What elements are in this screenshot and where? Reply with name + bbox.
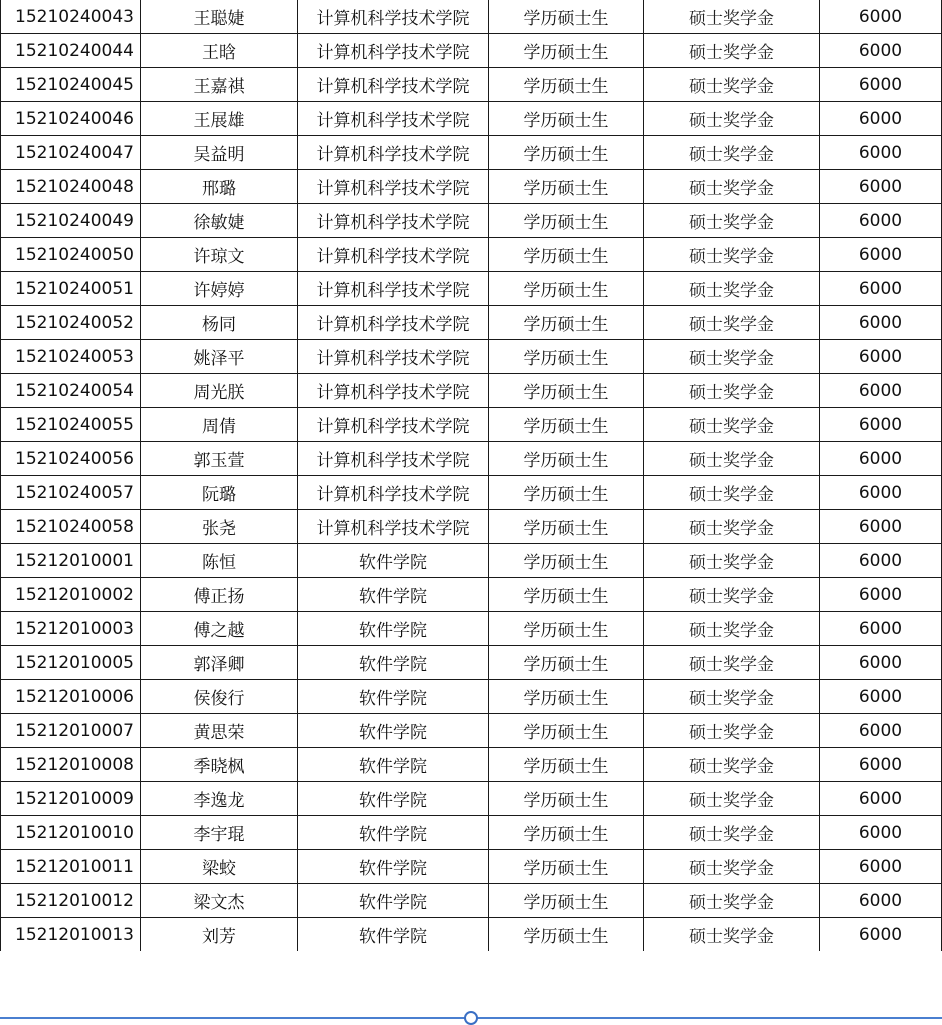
student-name-cell[interactable]: 杨同 <box>141 306 298 340</box>
college-cell[interactable]: 软件学院 <box>298 748 489 782</box>
amount-cell[interactable]: 6000 <box>820 68 942 102</box>
scholarship-type-cell[interactable]: 硕士奖学金 <box>644 204 820 238</box>
scholarship-type-cell[interactable]: 硕士奖学金 <box>644 306 820 340</box>
student-id-cell[interactable]: 15212010005 <box>1 646 141 680</box>
degree-type-cell[interactable]: 学历硕士生 <box>489 714 644 748</box>
student-id-cell[interactable]: 15212010002 <box>1 578 141 612</box>
scholarship-type-cell[interactable]: 硕士奖学金 <box>644 476 820 510</box>
college-cell[interactable]: 计算机科学技术学院 <box>298 34 489 68</box>
student-name-cell[interactable]: 许琼文 <box>141 238 298 272</box>
amount-cell[interactable]: 6000 <box>820 374 942 408</box>
amount-cell[interactable]: 6000 <box>820 238 942 272</box>
degree-type-cell[interactable]: 学历硕士生 <box>489 170 644 204</box>
amount-cell[interactable]: 6000 <box>820 612 942 646</box>
table-row <box>1 646 942 680</box>
scholarship-type-cell[interactable]: 硕士奖学金 <box>644 170 820 204</box>
student-id-cell[interactable]: 15212010006 <box>1 680 141 714</box>
table-row <box>1 816 942 850</box>
student-id-cell[interactable]: 15210240049 <box>1 204 141 238</box>
degree-type-cell[interactable]: 学历硕士生 <box>489 782 644 816</box>
student-name-cell[interactable]: 王展雄 <box>141 102 298 136</box>
degree-type-cell[interactable]: 学历硕士生 <box>489 340 644 374</box>
table-row <box>1 136 942 170</box>
amount-cell[interactable]: 6000 <box>820 714 942 748</box>
degree-type-cell[interactable]: 学历硕士生 <box>489 102 644 136</box>
degree-type-cell[interactable]: 学历硕士生 <box>489 884 644 918</box>
degree-type-cell[interactable]: 学历硕士生 <box>489 408 644 442</box>
college-cell[interactable]: 软件学院 <box>298 544 489 578</box>
student-id-cell[interactable]: 15210240044 <box>1 34 141 68</box>
student-id-cell[interactable]: 15210240055 <box>1 408 141 442</box>
degree-type-cell[interactable]: 学历硕士生 <box>489 850 644 884</box>
student-id-cell[interactable]: 15210240057 <box>1 476 141 510</box>
college-cell[interactable]: 计算机科学技术学院 <box>298 136 489 170</box>
college-cell[interactable]: 计算机科学技术学院 <box>298 0 489 34</box>
amount-cell[interactable]: 6000 <box>820 306 942 340</box>
college-cell[interactable]: 计算机科学技术学院 <box>298 510 489 544</box>
scholarship-type-cell[interactable]: 硕士奖学金 <box>644 272 820 306</box>
table-row <box>1 476 942 510</box>
college-cell[interactable]: 计算机科学技术学院 <box>298 68 489 102</box>
table-row <box>1 68 942 102</box>
scholarship-type-cell[interactable]: 硕士奖学金 <box>644 374 820 408</box>
student-name-cell[interactable]: 许婷婷 <box>141 272 298 306</box>
amount-cell[interactable]: 6000 <box>820 272 942 306</box>
amount-cell[interactable]: 6000 <box>820 850 942 884</box>
college-cell[interactable]: 软件学院 <box>298 646 489 680</box>
student-name-cell[interactable]: 傅正扬 <box>141 578 298 612</box>
college-cell[interactable]: 软件学院 <box>298 884 489 918</box>
table-row <box>1 918 942 952</box>
student-name-cell[interactable]: 李宇琨 <box>141 816 298 850</box>
scholarship-type-cell[interactable]: 硕士奖学金 <box>644 102 820 136</box>
table-row <box>1 272 942 306</box>
scholarship-type-cell[interactable]: 硕士奖学金 <box>644 578 820 612</box>
college-cell[interactable]: 软件学院 <box>298 714 489 748</box>
table-row <box>1 170 942 204</box>
college-cell[interactable]: 软件学院 <box>298 578 489 612</box>
degree-type-cell[interactable]: 学历硕士生 <box>489 612 644 646</box>
student-id-cell[interactable]: 15210240046 <box>1 102 141 136</box>
table-row <box>1 578 942 612</box>
student-name-cell[interactable]: 傅之越 <box>141 612 298 646</box>
amount-cell[interactable]: 6000 <box>820 408 942 442</box>
scholarship-type-cell[interactable]: 硕士奖学金 <box>644 34 820 68</box>
scholarship-type-cell[interactable]: 硕士奖学金 <box>644 816 820 850</box>
student-id-cell[interactable]: 15210240058 <box>1 510 141 544</box>
student-name-cell[interactable]: 周光朕 <box>141 374 298 408</box>
student-id-cell[interactable]: 15210240054 <box>1 374 141 408</box>
degree-type-cell[interactable]: 学历硕士生 <box>489 646 644 680</box>
scholarship-type-cell[interactable]: 硕士奖学金 <box>644 442 820 476</box>
college-cell[interactable]: 计算机科学技术学院 <box>298 340 489 374</box>
table-row <box>1 612 942 646</box>
table-row <box>1 408 942 442</box>
degree-type-cell[interactable]: 学历硕士生 <box>489 578 644 612</box>
student-name-cell[interactable]: 阮璐 <box>141 476 298 510</box>
college-cell[interactable]: 计算机科学技术学院 <box>298 102 489 136</box>
amount-cell[interactable]: 6000 <box>820 816 942 850</box>
student-id-cell[interactable]: 15210240056 <box>1 442 141 476</box>
table-row <box>1 0 942 34</box>
table-row <box>1 714 942 748</box>
college-cell[interactable]: 计算机科学技术学院 <box>298 374 489 408</box>
student-name-cell[interactable]: 张尧 <box>141 510 298 544</box>
amount-cell[interactable]: 6000 <box>820 748 942 782</box>
table-row <box>1 544 942 578</box>
scholarship-type-cell[interactable]: 硕士奖学金 <box>644 612 820 646</box>
amount-cell[interactable]: 6000 <box>820 34 942 68</box>
degree-type-cell[interactable]: 学历硕士生 <box>489 34 644 68</box>
student-name-cell[interactable]: 黄思荣 <box>141 714 298 748</box>
amount-cell[interactable]: 6000 <box>820 340 942 374</box>
student-id-cell[interactable]: 15210240052 <box>1 306 141 340</box>
student-id-cell[interactable]: 15210240045 <box>1 68 141 102</box>
student-name-cell[interactable]: 王晗 <box>141 34 298 68</box>
degree-type-cell[interactable]: 学历硕士生 <box>489 374 644 408</box>
degree-type-cell[interactable]: 学历硕士生 <box>489 238 644 272</box>
resize-handle[interactable] <box>464 1011 478 1025</box>
college-cell[interactable]: 软件学院 <box>298 850 489 884</box>
degree-type-cell[interactable]: 学历硕士生 <box>489 68 644 102</box>
degree-type-cell[interactable]: 学历硕士生 <box>489 510 644 544</box>
college-cell[interactable]: 软件学院 <box>298 680 489 714</box>
table-row <box>1 102 942 136</box>
degree-type-cell[interactable]: 学历硕士生 <box>489 816 644 850</box>
scholarship-type-cell[interactable]: 硕士奖学金 <box>644 136 820 170</box>
student-name-cell[interactable]: 季晓枫 <box>141 748 298 782</box>
scholarship-type-cell[interactable]: 硕士奖学金 <box>644 884 820 918</box>
table-row <box>1 306 942 340</box>
student-id-cell[interactable]: 15210240043 <box>1 0 141 34</box>
amount-cell[interactable]: 6000 <box>820 442 942 476</box>
amount-cell[interactable]: 6000 <box>820 0 942 34</box>
student-id-cell[interactable]: 15212010007 <box>1 714 141 748</box>
college-cell[interactable]: 计算机科学技术学院 <box>298 272 489 306</box>
scholarship-type-cell[interactable]: 硕士奖学金 <box>644 714 820 748</box>
amount-cell[interactable]: 6000 <box>820 510 942 544</box>
student-id-cell[interactable]: 15212010011 <box>1 850 141 884</box>
college-cell[interactable]: 计算机科学技术学院 <box>298 442 489 476</box>
table-row <box>1 204 942 238</box>
student-name-cell[interactable]: 梁蛟 <box>141 850 298 884</box>
degree-type-cell[interactable]: 学历硕士生 <box>489 918 644 952</box>
college-cell[interactable]: 软件学院 <box>298 612 489 646</box>
amount-cell[interactable]: 6000 <box>820 136 942 170</box>
scholarship-type-cell[interactable]: 硕士奖学金 <box>644 238 820 272</box>
student-id-cell[interactable]: 15212010001 <box>1 544 141 578</box>
table-row <box>1 884 942 918</box>
student-id-cell[interactable]: 15210240050 <box>1 238 141 272</box>
student-id-cell[interactable]: 15210240047 <box>1 136 141 170</box>
scholarship-type-cell[interactable]: 硕士奖学金 <box>644 340 820 374</box>
student-id-cell[interactable]: 15212010010 <box>1 816 141 850</box>
student-id-cell[interactable]: 15212010008 <box>1 748 141 782</box>
table-row <box>1 782 942 816</box>
scholarship-type-cell[interactable]: 硕士奖学金 <box>644 646 820 680</box>
student-name-cell[interactable]: 王聪婕 <box>141 0 298 34</box>
student-name-cell[interactable]: 吴益明 <box>141 136 298 170</box>
amount-cell[interactable]: 6000 <box>820 884 942 918</box>
table-row <box>1 374 942 408</box>
student-id-cell[interactable]: 15210240051 <box>1 272 141 306</box>
college-cell[interactable]: 软件学院 <box>298 918 489 952</box>
student-name-cell[interactable]: 王嘉祺 <box>141 68 298 102</box>
college-cell[interactable]: 计算机科学技术学院 <box>298 476 489 510</box>
scholarship-type-cell[interactable]: 硕士奖学金 <box>644 782 820 816</box>
table-row <box>1 748 942 782</box>
amount-cell[interactable]: 6000 <box>820 680 942 714</box>
student-name-cell[interactable]: 刘芳 <box>141 918 298 952</box>
student-name-cell[interactable]: 姚泽平 <box>141 340 298 374</box>
scholarship-type-cell[interactable]: 硕士奖学金 <box>644 68 820 102</box>
degree-type-cell[interactable]: 学历硕士生 <box>489 0 644 34</box>
amount-cell[interactable]: 6000 <box>820 170 942 204</box>
scholarship-type-cell[interactable]: 硕士奖学金 <box>644 748 820 782</box>
college-cell[interactable]: 计算机科学技术学院 <box>298 204 489 238</box>
scholarship-type-cell[interactable]: 硕士奖学金 <box>644 850 820 884</box>
scholarship-type-cell[interactable]: 硕士奖学金 <box>644 0 820 34</box>
table-row <box>1 34 942 68</box>
scholarship-type-cell[interactable]: 硕士奖学金 <box>644 680 820 714</box>
degree-type-cell[interactable]: 学历硕士生 <box>489 544 644 578</box>
college-cell[interactable]: 计算机科学技术学院 <box>298 170 489 204</box>
college-cell[interactable]: 计算机科学技术学院 <box>298 306 489 340</box>
degree-type-cell[interactable]: 学历硕士生 <box>489 442 644 476</box>
degree-type-cell[interactable]: 学历硕士生 <box>489 204 644 238</box>
student-id-cell[interactable]: 15210240053 <box>1 340 141 374</box>
student-name-cell[interactable]: 徐敏婕 <box>141 204 298 238</box>
table-row <box>1 442 942 476</box>
amount-cell[interactable]: 6000 <box>820 578 942 612</box>
college-cell[interactable]: 软件学院 <box>298 816 489 850</box>
amount-cell[interactable]: 6000 <box>820 204 942 238</box>
college-cell[interactable]: 软件学院 <box>298 782 489 816</box>
table-row <box>1 850 942 884</box>
table-body <box>1 0 942 951</box>
degree-type-cell[interactable]: 学历硕士生 <box>489 306 644 340</box>
amount-cell[interactable]: 6000 <box>820 476 942 510</box>
degree-type-cell[interactable]: 学历硕士生 <box>489 272 644 306</box>
student-id-cell[interactable]: 15212010003 <box>1 612 141 646</box>
degree-type-cell[interactable]: 学历硕士生 <box>489 680 644 714</box>
degree-type-cell[interactable]: 学历硕士生 <box>489 136 644 170</box>
table-row <box>1 340 942 374</box>
amount-cell[interactable]: 6000 <box>820 782 942 816</box>
student-name-cell[interactable]: 侯俊行 <box>141 680 298 714</box>
degree-type-cell[interactable]: 学历硕士生 <box>489 748 644 782</box>
student-name-cell[interactable]: 邢璐 <box>141 170 298 204</box>
student-id-cell[interactable]: 15210240048 <box>1 170 141 204</box>
scholarship-type-cell[interactable]: 硕士奖学金 <box>644 918 820 952</box>
student-id-cell[interactable]: 15212010013 <box>1 918 141 952</box>
degree-type-cell[interactable]: 学历硕士生 <box>489 476 644 510</box>
scholarship-type-cell[interactable]: 硕士奖学金 <box>644 510 820 544</box>
amount-cell[interactable]: 6000 <box>820 102 942 136</box>
student-name-cell[interactable]: 梁文杰 <box>141 884 298 918</box>
scholarship-type-cell[interactable]: 硕士奖学金 <box>644 544 820 578</box>
student-name-cell[interactable]: 周倩 <box>141 408 298 442</box>
college-cell[interactable]: 计算机科学技术学院 <box>298 408 489 442</box>
amount-cell[interactable]: 6000 <box>820 918 942 952</box>
table-row <box>1 680 942 714</box>
college-cell[interactable]: 计算机科学技术学院 <box>298 238 489 272</box>
table-row <box>1 238 942 272</box>
student-name-cell[interactable]: 郭玉萱 <box>141 442 298 476</box>
amount-cell[interactable]: 6000 <box>820 544 942 578</box>
student-name-cell[interactable]: 李逸龙 <box>141 782 298 816</box>
table-row <box>1 510 942 544</box>
student-id-cell[interactable]: 15212010009 <box>1 782 141 816</box>
student-name-cell[interactable]: 陈恒 <box>141 544 298 578</box>
amount-cell[interactable]: 6000 <box>820 646 942 680</box>
student-id-cell[interactable]: 15212010012 <box>1 884 141 918</box>
student-name-cell[interactable]: 郭泽卿 <box>141 646 298 680</box>
scholarship-type-cell[interactable]: 硕士奖学金 <box>644 408 820 442</box>
